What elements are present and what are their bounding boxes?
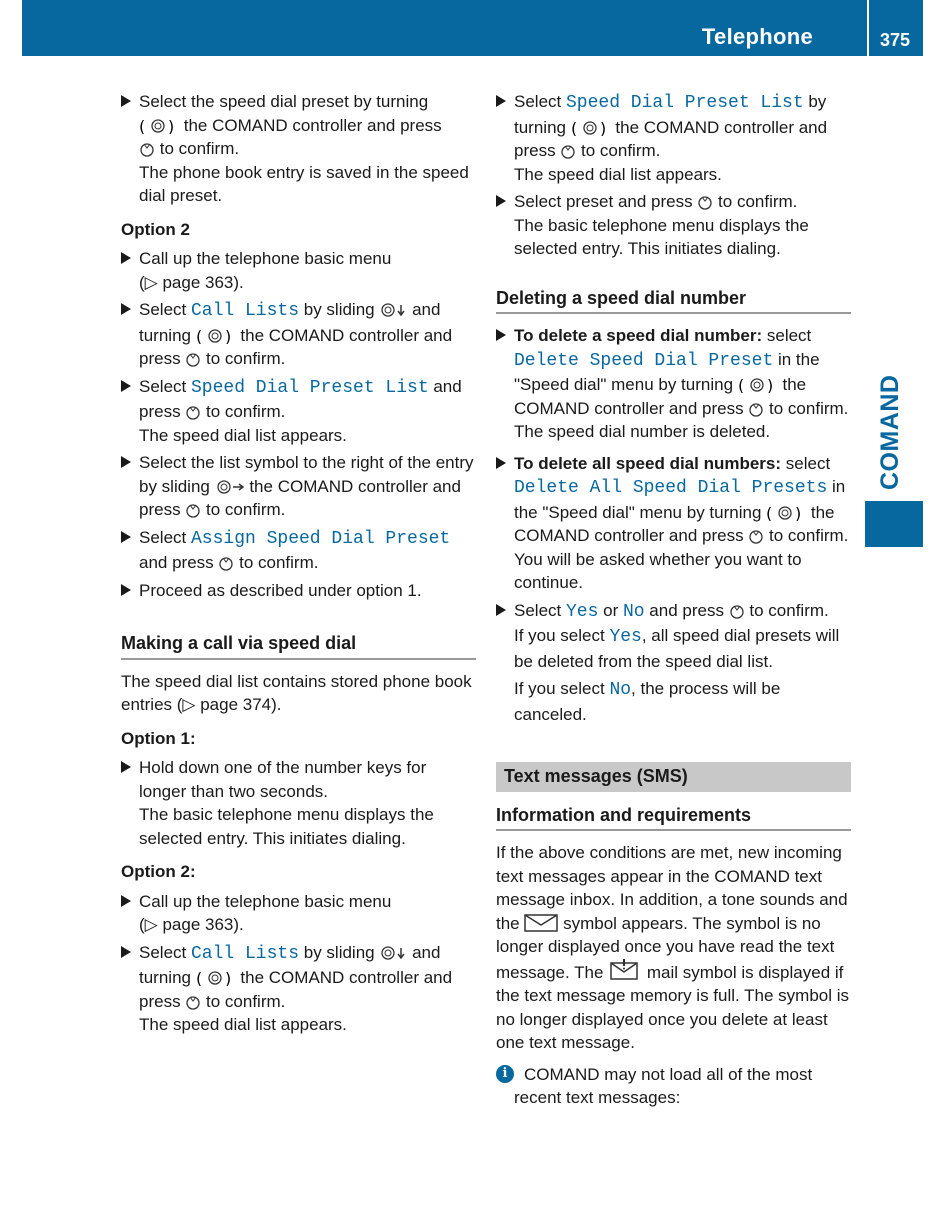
turn-controller-icon — [738, 377, 778, 393]
text: by turning — [514, 92, 827, 137]
text: COMAND may not load all of the most recent text messages: — [514, 1064, 813, 1107]
info-note — [496, 1063, 851, 1110]
svg-text:): ) — [766, 377, 774, 393]
press-controller-icon — [748, 528, 764, 544]
menu-item-delete-preset: Delete Speed Dial Preset — [514, 350, 774, 371]
text: or — [598, 600, 623, 620]
text: If you select — [514, 679, 610, 698]
text: and press — [139, 553, 219, 572]
press-controller-icon — [748, 401, 764, 417]
option-heading: Option 2: — [121, 862, 196, 881]
slide-right-icon — [215, 479, 245, 495]
step-call-menu — [121, 247, 476, 294]
text: to confirm. — [713, 192, 798, 211]
chapter-title: Telephone — [701, 24, 813, 49]
turn-controller-icon — [196, 328, 236, 344]
result-note: The phone book entry is saved in the speed dial preset. — [139, 162, 469, 205]
step-arrow-icon — [496, 329, 506, 341]
step-arrow-icon — [121, 895, 131, 907]
step-call-menu — [121, 890, 476, 937]
text: If you select — [514, 626, 610, 645]
text: Select — [139, 300, 191, 319]
press-controller-icon — [560, 143, 576, 159]
result-note: The speed dial list appears. — [139, 425, 347, 445]
text: the COMAND controller and press — [514, 375, 807, 418]
svg-text:(: ( — [139, 117, 146, 134]
turn-controller-icon — [766, 505, 806, 521]
step-speed-dial-list — [121, 375, 476, 448]
result-note: The speed dial list appears. — [139, 1015, 347, 1034]
text: to confirm. — [234, 553, 319, 572]
result-note: The basic telephone menu displays the selected entry. This initiates dialing. — [139, 805, 434, 848]
step-arrow-icon — [121, 252, 131, 264]
step-arrow-icon — [121, 456, 131, 468]
menu-item-no: No — [609, 680, 632, 700]
menu-item-call-lists: Call Lists — [190, 301, 300, 321]
envelope-icon — [524, 914, 558, 932]
side-tab-block — [865, 501, 923, 547]
header-divider — [867, 0, 869, 56]
turn-controller-icon — [571, 120, 611, 136]
text: to confirm. — [201, 991, 286, 1011]
page-number: 375 — [880, 30, 911, 50]
text: Call up the telephone basic menu — [139, 249, 392, 268]
result-note: You will be asked whether you want to continue. — [514, 549, 802, 592]
result-note: The speed dial number is deleted. — [514, 422, 771, 441]
menu-item-speed-dial-list: Speed Dial Preset List — [190, 377, 429, 398]
result-note — [514, 677, 851, 726]
result-note: The basic telephone menu displays the selected entry. This initiates dialing. — [514, 215, 809, 258]
press-controller-icon — [218, 555, 234, 571]
right-column — [496, 90, 851, 1110]
step-call-lists — [121, 941, 476, 1037]
step-hold-key — [121, 756, 476, 850]
text: the COMAND controller and press — [514, 502, 835, 545]
turn-controller-icon — [139, 118, 179, 134]
text: to confirm. — [201, 402, 286, 421]
text: to confirm. — [576, 141, 661, 160]
step-arrow-icon — [496, 95, 506, 107]
text: Select — [514, 600, 566, 620]
text: the COMAND controller and press — [139, 476, 461, 519]
step-assign-preset — [121, 526, 476, 575]
text: to confirm. — [155, 139, 240, 158]
option-heading: Option 1: — [121, 728, 196, 748]
section-heading: Information and requirements — [496, 804, 851, 832]
step-select-list — [496, 90, 851, 186]
text: and turning — [139, 942, 441, 987]
text: Proceed as described under option 1. — [139, 580, 422, 600]
menu-item-no: No — [622, 601, 645, 622]
text: to confirm. — [744, 600, 829, 620]
step-arrow-icon — [496, 457, 506, 469]
step-arrow-icon — [496, 195, 506, 207]
text: , the process will be canceled. — [514, 679, 781, 724]
text: and press — [644, 600, 729, 620]
info-icon: i — [496, 1065, 514, 1083]
step-select-preset — [121, 90, 476, 208]
press-controller-icon — [185, 994, 201, 1010]
step-delete-one — [496, 324, 851, 444]
step-arrow-icon — [121, 380, 131, 392]
text: Call up the telephone basic menu — [139, 891, 392, 911]
menu-item-speed-dial-list: Speed Dial Preset List — [565, 93, 804, 113]
text: select — [781, 453, 831, 473]
svg-text:): ) — [795, 504, 802, 521]
step-yes-no — [496, 599, 851, 727]
menu-item-yes: Yes — [565, 601, 599, 622]
text: by sliding — [299, 942, 380, 962]
text: the COMAND controller and press — [179, 115, 442, 135]
text: select — [762, 326, 812, 345]
text: and press — [139, 376, 462, 421]
turn-controller-icon — [196, 970, 236, 986]
result-note: The speed dial list appears. — [514, 164, 722, 184]
svg-text:(: ( — [570, 119, 577, 136]
step-arrow-icon — [496, 604, 506, 616]
text: to confirm. — [764, 398, 849, 418]
text: Select — [139, 376, 191, 396]
menu-item-assign-preset: Assign Speed Dial Preset — [190, 528, 451, 549]
press-controller-icon — [697, 194, 713, 210]
text: in the "Speed dial" menu by turning — [514, 477, 846, 522]
text: to confirm. — [764, 526, 849, 545]
press-controller-icon — [139, 141, 155, 157]
page-header — [22, 0, 923, 56]
slide-down-icon — [379, 945, 407, 961]
text: , all speed dial presets will be deleted from the speed dial list. — [514, 626, 840, 671]
result-note — [514, 624, 851, 673]
mail-full-icon — [608, 959, 642, 981]
svg-text:(: ( — [766, 504, 773, 521]
step-arrow-icon — [121, 95, 131, 107]
text: Select — [139, 942, 191, 962]
press-controller-icon — [729, 603, 745, 619]
step-select-preset — [496, 190, 851, 261]
bold-lead: To delete all speed dial numbers: — [514, 453, 782, 473]
step-proceed — [121, 579, 476, 603]
step-list-symbol — [121, 451, 476, 522]
text: to confirm. — [201, 500, 286, 519]
step-delete-all — [496, 452, 851, 595]
text: symbol appears. The symbol is no longer displayed once you have read the text message. The — [496, 913, 835, 982]
text: and turning — [139, 300, 441, 345]
svg-text:): ) — [599, 119, 606, 136]
text: Select — [139, 527, 191, 547]
step-call-lists — [121, 298, 476, 371]
page-ref: (▷ page 363). — [139, 272, 244, 292]
press-controller-icon — [185, 351, 201, 367]
svg-text:): ) — [168, 117, 175, 134]
text: Select — [514, 92, 566, 111]
step-arrow-icon — [121, 946, 131, 958]
page-ref: (▷ page 363). — [139, 915, 244, 934]
text: Select preset and press — [514, 192, 698, 211]
menu-item-delete-all-presets: Delete All Speed Dial Presets — [514, 478, 828, 498]
press-controller-icon — [185, 502, 201, 518]
info-paragraph — [496, 841, 851, 1055]
step-arrow-icon — [121, 584, 131, 596]
text: mail symbol is displayed if the text message memory is full. The symbol is no longer displayed once you delete at least one text message. — [496, 962, 850, 1052]
svg-text:(: ( — [195, 327, 202, 344]
step-arrow-icon — [121, 531, 131, 543]
svg-text:): ) — [224, 970, 231, 986]
text: the COMAND controller and press — [514, 117, 828, 160]
text: Select the speed dial preset by turning — [139, 92, 429, 111]
svg-text:(: ( — [737, 377, 745, 393]
section-paragraph: The speed dial list contains stored phone book entries (▷ page 374). — [121, 671, 472, 714]
text: Hold down one of the number keys for longer than two seconds. — [139, 758, 427, 801]
text: to confirm. — [201, 349, 286, 368]
text: by sliding — [299, 300, 380, 319]
bold-lead: To delete a speed dial number: — [514, 326, 763, 345]
text: the COMAND controller and press — [139, 325, 453, 368]
slide-down-icon — [379, 302, 407, 318]
text: Select the list symbol to the right of the entry by sliding — [139, 453, 474, 496]
side-tab-label: COMAND — [876, 374, 904, 490]
text: in the "Speed dial" menu by turning — [514, 349, 820, 394]
left-column — [121, 90, 476, 1041]
text: If the above conditions are met, new incoming text messages appear in the COMAND text message inbox. In addition, a tone sounds and the — [496, 843, 848, 933]
text: the COMAND controller and press — [139, 968, 453, 1011]
section-heading: Deleting a speed dial number — [496, 287, 851, 315]
menu-item-yes: Yes — [609, 627, 642, 647]
svg-text:(: ( — [195, 970, 202, 986]
menu-item-call-lists: Call Lists — [190, 943, 300, 964]
svg-text:): ) — [224, 327, 231, 344]
step-arrow-icon — [121, 761, 131, 773]
section-heading: Making a call via speed dial — [121, 632, 476, 660]
press-controller-icon — [185, 404, 201, 420]
option-heading: Option 2 — [121, 219, 190, 239]
step-arrow-icon — [121, 303, 131, 315]
section-bar: Text messages (SMS) — [496, 762, 851, 792]
